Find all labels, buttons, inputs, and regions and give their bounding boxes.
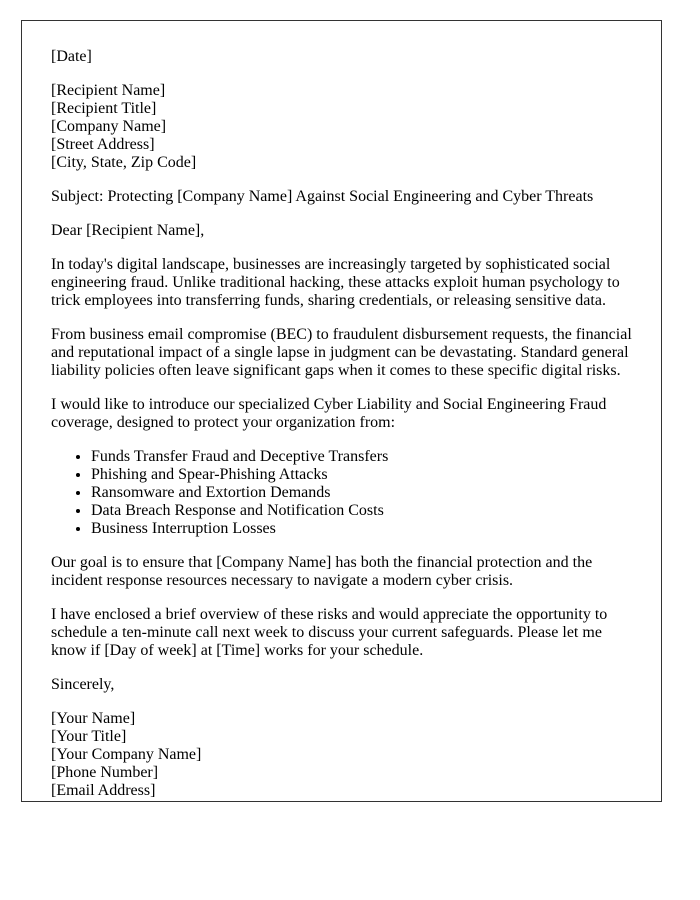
body-paragraph-1: In today's digital landscape, businesses are increasingly targeted by sophisticated social engineering fraud. Unlike traditional hacking, these attacks exploit human psychology to trick employees into transferring funds, sharing credentials, or releasing sensitive data. bbox=[51, 256, 620, 309]
sender-name: [Your Name] bbox=[51, 710, 136, 727]
recipient-name: [Recipient Name] bbox=[51, 82, 166, 99]
salutation: Dear [Recipient Name], bbox=[51, 222, 205, 239]
sender-phone: [Phone Number] bbox=[51, 764, 159, 781]
signature-block bbox=[51, 710, 632, 800]
valediction: Sincerely, bbox=[51, 676, 115, 693]
closing-paragraph-1: Our goal is to ensure that [Company Name] has both the financial protection and the incident response resources necessary to navigate a modern cyber crisis. bbox=[51, 554, 593, 589]
coverage-bullet-list bbox=[51, 448, 632, 538]
recipient-company: [Company Name] bbox=[51, 118, 167, 135]
recipient-address-block bbox=[51, 82, 632, 172]
body-paragraph-3: I would like to introduce our specialized Cyber Liability and Social Engineering Fraud coverage, designed to protect your organization from: bbox=[51, 396, 607, 431]
list-item: • Funds Transfer Fraud and Deceptive Transfers bbox=[91, 448, 632, 466]
list-item: • Data Breach Response and Notification Costs bbox=[91, 502, 632, 520]
sender-company: [Your Company Name] bbox=[51, 746, 202, 763]
letter-page bbox=[21, 20, 662, 802]
closing-paragraph-2: I have enclosed a brief overview of these risks and would appreciate the opportunity to schedule a ten-minute call next week to discuss your current safeguards. Please let me know if [Day of week] at [Time] works for your schedule. bbox=[51, 606, 608, 659]
recipient-city-state-zip: [City, State, Zip Code] bbox=[51, 154, 197, 171]
sender-title: [Your Title] bbox=[51, 728, 127, 745]
date-line: [Date] bbox=[51, 48, 92, 65]
subject-line: Subject: Protecting [Company Name] Against Social Engineering and Cyber Threats bbox=[51, 188, 594, 205]
list-item: • Business Interruption Losses bbox=[91, 520, 632, 538]
recipient-title: [Recipient Title] bbox=[51, 100, 157, 117]
list-item: • Ransomware and Extortion Demands bbox=[91, 484, 632, 502]
list-item: • Phishing and Spear-Phishing Attacks bbox=[91, 466, 632, 484]
recipient-street-address: [Street Address] bbox=[51, 136, 155, 153]
body-paragraph-2: From business email compromise (BEC) to fraudulent disbursement requests, the financial and reputational impact of a single lapse in judgment can be devastating. Standard general liability policies often leave significant gaps when it comes to these specific digital risks. bbox=[51, 326, 632, 379]
sender-email: [Email Address] bbox=[51, 782, 156, 799]
